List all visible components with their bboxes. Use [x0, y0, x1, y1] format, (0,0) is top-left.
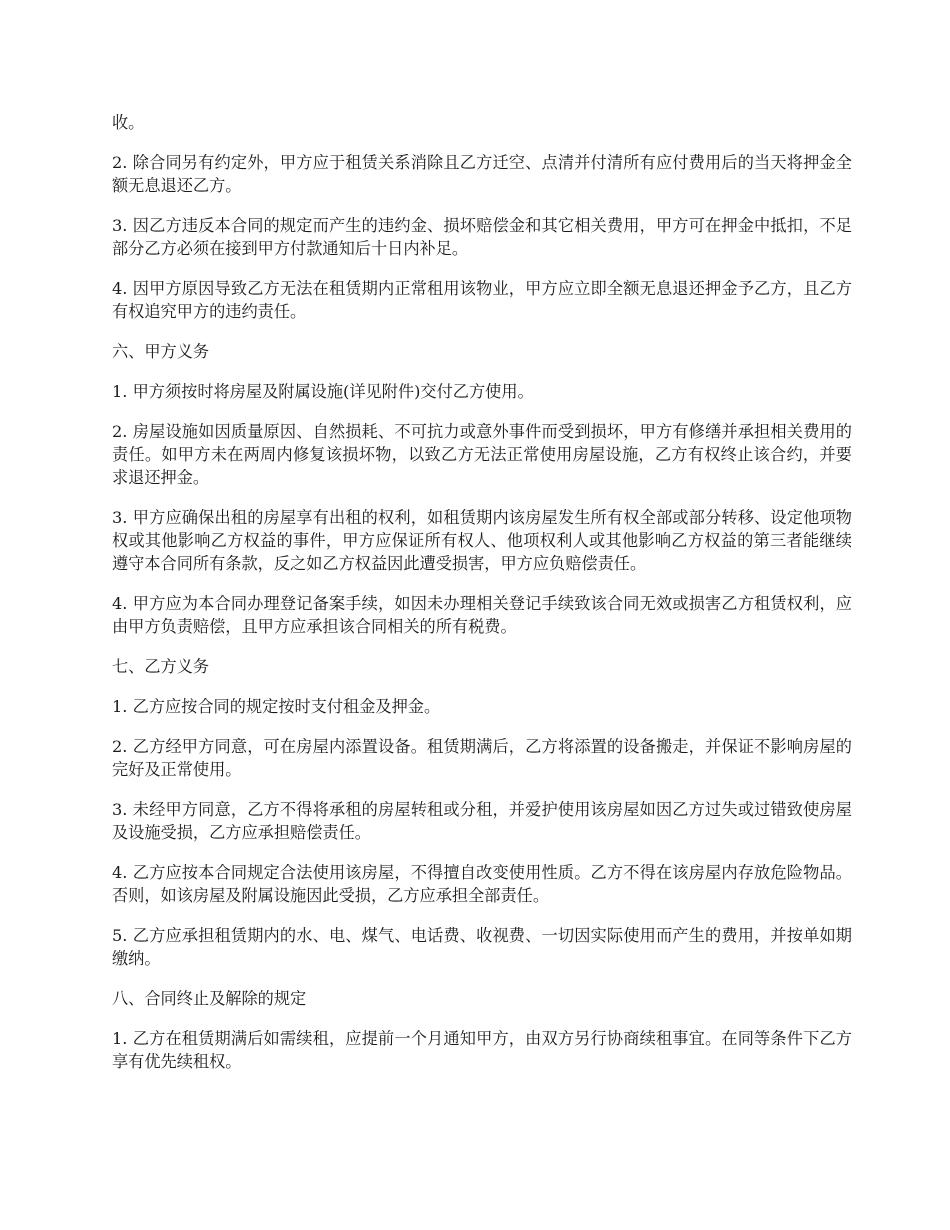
document-page	[112, 111, 852, 1090]
paragraph-lessee-obligation-2: 2. 乙方经甲方同意，可在房屋内添置设备。租赁期满后，乙方将添置的设备搬走，并保证不影响房屋的完好及正常使用。	[112, 737, 852, 779]
paragraph-continuation: 收。	[112, 113, 145, 132]
paragraph-lessee-obligation-1: 1. 乙方应按合同的规定按时支付租金及押金。	[112, 697, 441, 716]
paragraph-lessee-obligation-5: 5. 乙方应承担租赁期内的水、电、煤气、电话费、收视费、一切因实际使用而产生的费用，并按单如期缴纳。	[112, 926, 852, 968]
section-heading-lessee-obligations: 七、乙方义务	[112, 657, 210, 676]
paragraph-lessor-obligation-2: 2. 房屋设施如因质量原因、自然损耗、不可抗力或意外事件而受到损坏，甲方有修缮并承担相关费用的责任。如甲方未在两周内修复该损坏物，以致乙方无法正常使用房屋设施，乙方有权终止该合约，并要求退还押金。	[112, 422, 852, 487]
paragraph-lessee-obligation-3: 3. 未经甲方同意，乙方不得将承租的房屋转租或分租，并爱护使用该房屋如因乙方过失或过错致使房屋及设施受损，乙方应承担赔偿责任。	[112, 800, 852, 842]
paragraph-lessor-obligation-1: 1. 甲方须按时将房屋及附属设施(详见附件)交付乙方使用。	[112, 382, 534, 401]
paragraph-termination-1: 1. 乙方在租赁期满后如需续租，应提前一个月通知甲方，由双方另行协商续租事宜。在同等条件下乙方享有优先续租权。	[112, 1029, 852, 1071]
section-heading-lessor-obligations: 六、甲方义务	[112, 342, 210, 361]
section-heading-termination: 八、合同终止及解除的规定	[112, 989, 307, 1008]
paragraph-lessor-default: 4. 因甲方原因导致乙方无法在租赁期内正常租用该物业，甲方应立即全额无息退还押金予乙方，且乙方有权追究甲方的违约责任。	[112, 279, 852, 321]
paragraph-lessor-obligation-3: 3. 甲方应确保出租的房屋享有出租的权利，如租赁期内该房屋发生所有权全部或部分转移、设定他项物权或其他影响乙方权益的事件，甲方应保证所有权人、他项权利人或其他影响乙方权益的第三者能继续遵守本合同所有条款，反之如乙方权益因此遭受损害，甲方应负赔偿责任。	[112, 508, 852, 573]
paragraph-lessee-obligation-4: 4. 乙方应按本合同规定合法使用该房屋，不得擅自改变使用性质。乙方不得在该房屋内存放危险物品。否则，如该房屋及附属设施因此受损，乙方应承担全部责任。	[112, 863, 852, 905]
paragraph-deposit-refund: 2. 除合同另有约定外，甲方应于租赁关系消除且乙方迁空、点清并付清所有应付费用后的当天将押金全额无息退还乙方。	[112, 153, 852, 195]
paragraph-deposit-deduction: 3. 因乙方违反本合同的规定而产生的违约金、损坏赔偿金和其它相关费用，甲方可在押金中抵扣，不足部分乙方必须在接到甲方付款通知后十日内补足。	[112, 216, 852, 258]
paragraph-lessor-obligation-4: 4. 甲方应为本合同办理登记备案手续，如因未办理相关登记手续致该合同无效或损害乙方租赁权利，应由甲方负责赔偿，且甲方应承担该合同相关的所有税费。	[112, 594, 852, 636]
